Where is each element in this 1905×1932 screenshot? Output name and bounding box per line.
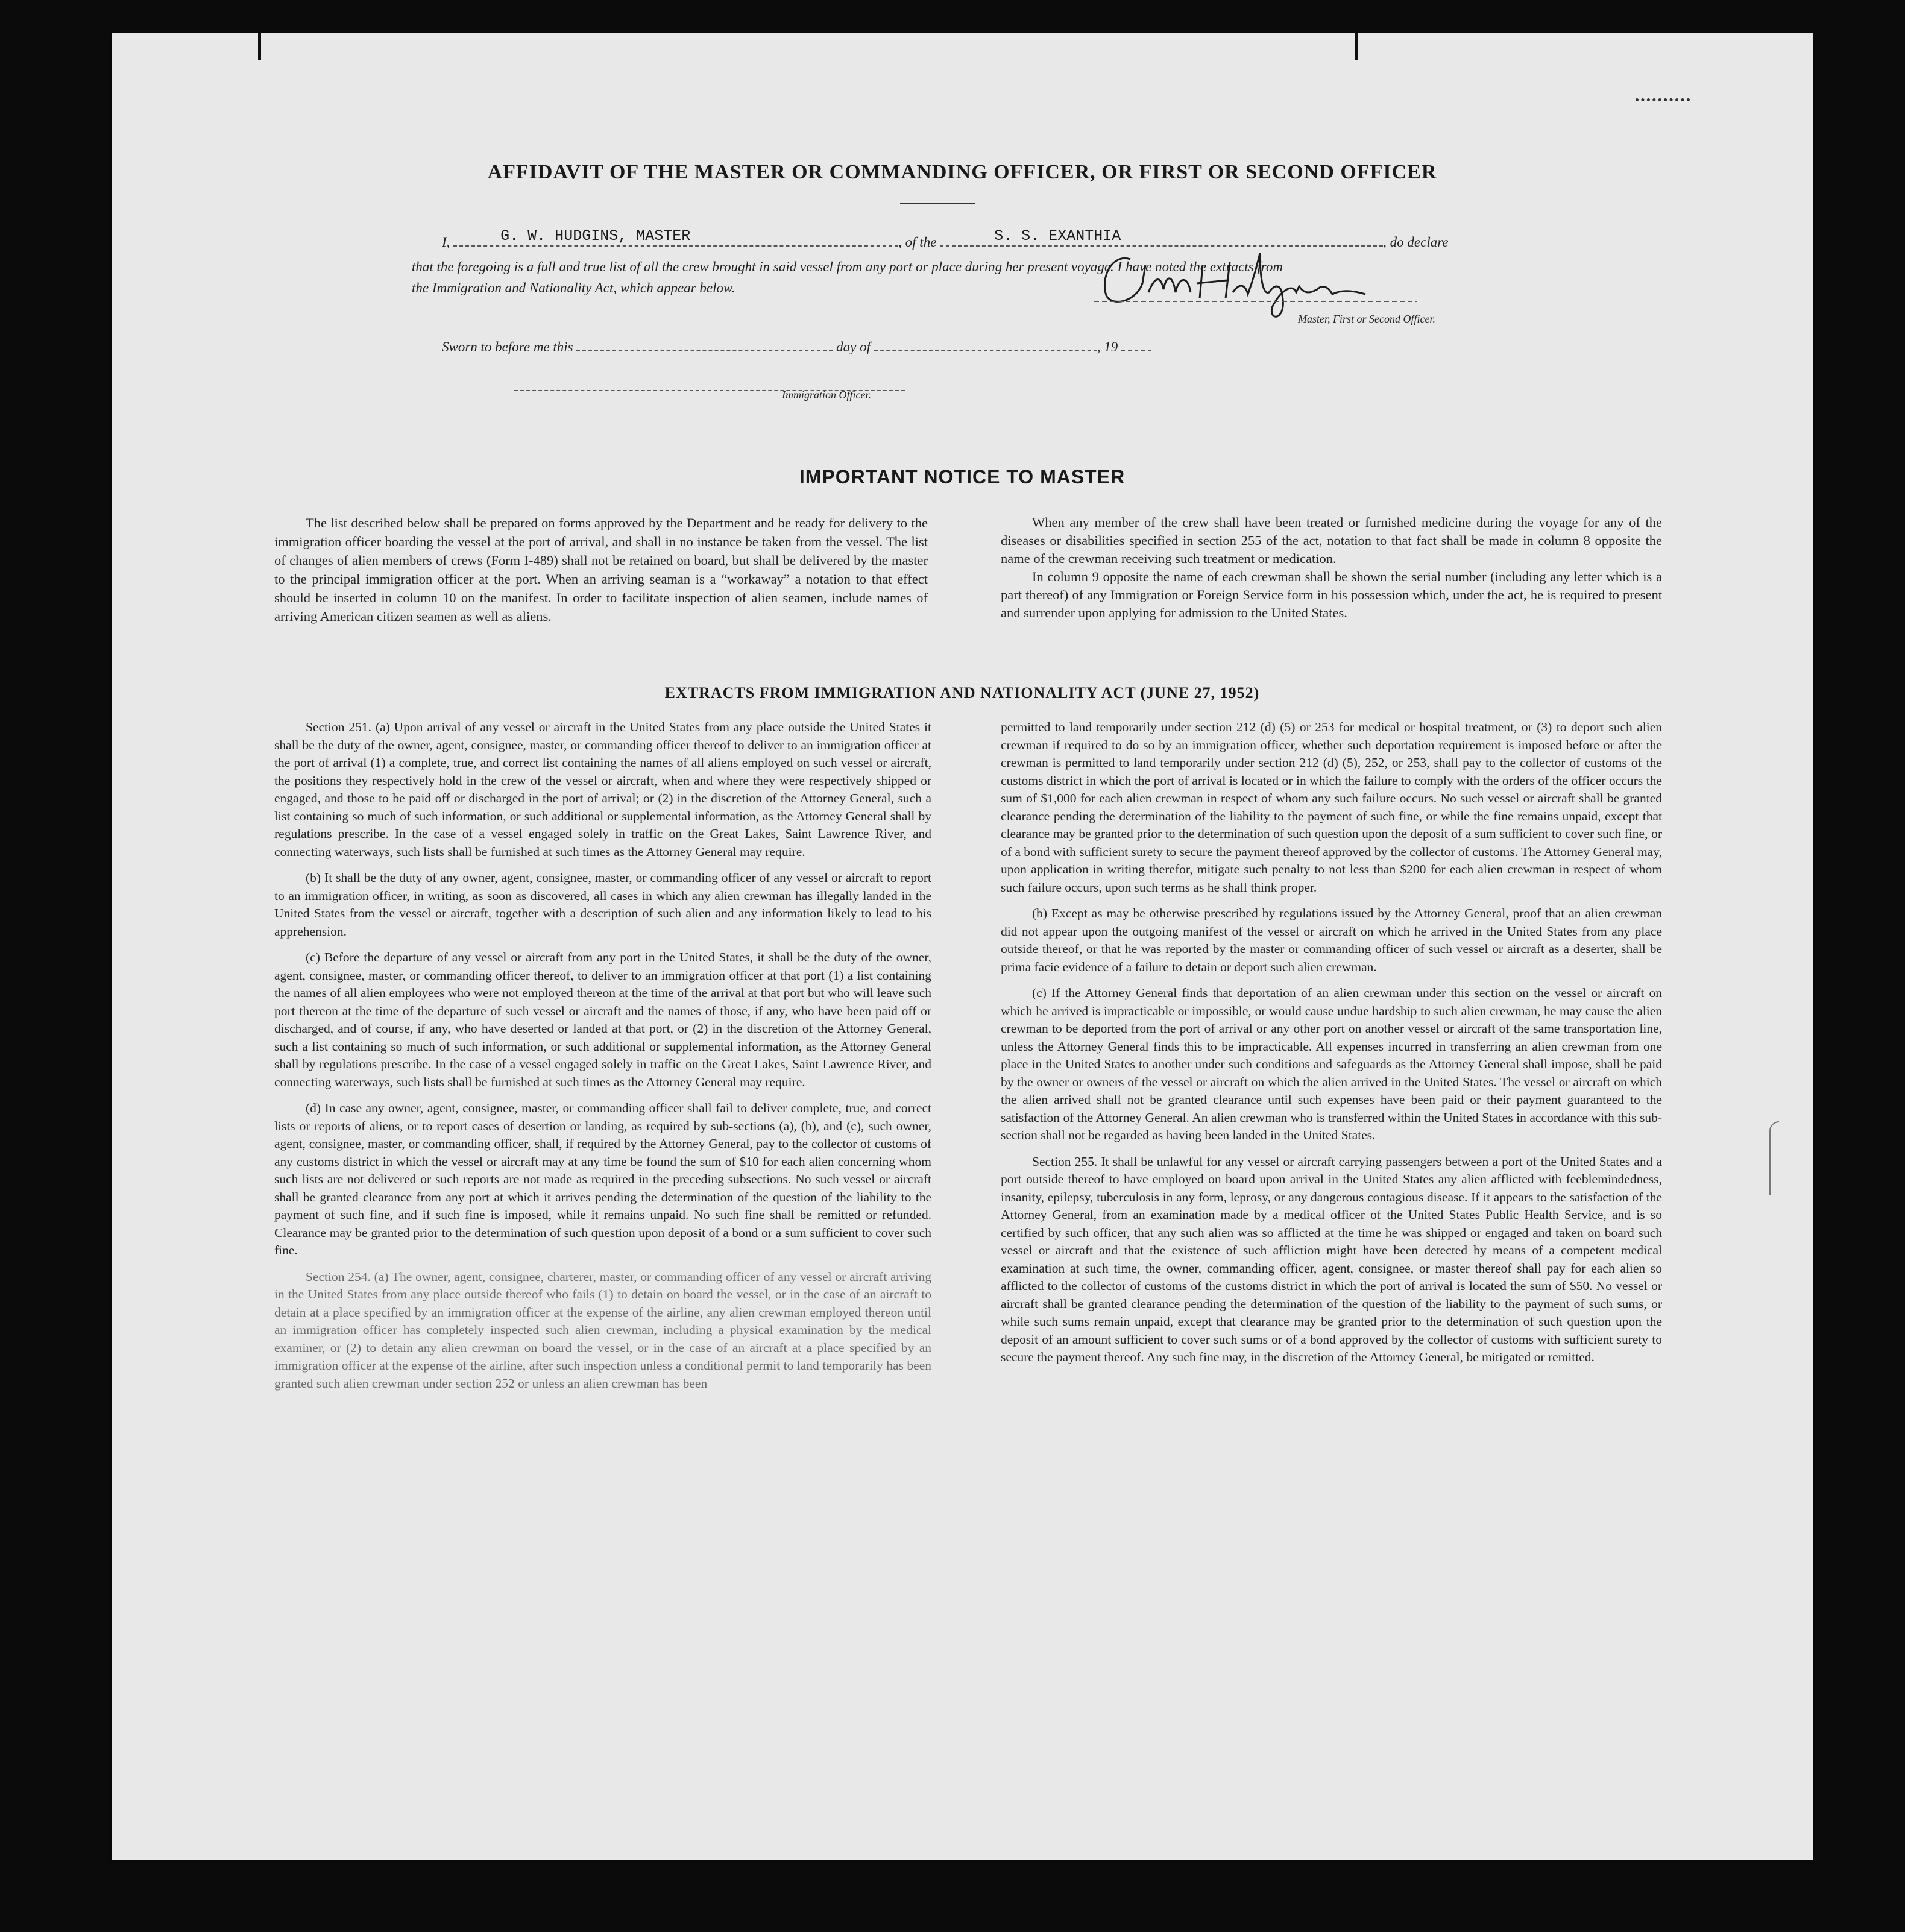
sworn-row [442,337,1151,355]
section-254a-continued: permitted to land temporarily under section 212 (d) (5) or 253 for medical or hospital treatment, or (3) to deport such alien crewman if required to do so by an immigration officer, whether such deportation requirement is imposed before or after the crewman is permitted to land temporarily under section 212 (d) (5), 252, or 253, shall pay to the collector of customs of the customs district in which the port of arrival is located or in which the failure to comply with the orders of the officer occurs the sum of $1,000 for each alien crewman in respect of whom any such failure occurs. No such vessel or aircraft shall be granted clearance pending the determination of the liability to the payment of such fine, or while the fine remains unpaid, except that clearance may be granted prior to the determination of such question upon the deposit of a sum sufficient to cover such fine, or of a bond with sufficient surety to secure the payment thereof approved by the collector of customs. The Attorney General may, upon application in writing therefor, mitigate such penalty to not less than $200 for each alien crewman in respect of whom such failure occurs, upon such terms as he shall think proper. [1001,720,1662,895]
corner-mark [1636,98,1690,106]
section-251d: (d) In case any owner, agent, consignee, master, or commanding officer shall fail to deliver complete, true, and correct lists or reports of aliens, or to report cases of desertion or landing, as required by sub-sections (a), (b), and (c), such owner, agent, consignee, master, or commanding officer, shall, if required by the Attorney General, pay to the collector of customs of any customs district in which the vessel or aircraft may at any time be found the sum of $10 for each alien concerning whom such lists are not delivered or such reports are not made as required in the preceding subsections. No such vessel or aircraft shall be granted clearance from any port at which it arrives pending the determination of the question of the liability to the payment of such fine, and if such fine is imposed, while it remains unpaid. No such fine shall be remitted or refunded. Clearance may be granted prior to the determination of such question upon deposit of a bond or a sum sufficient to cover such fine. [274,1101,931,1257]
section-251c: (c) Before the departure of any vessel or aircraft from any port in the United States, it shall be the duty of the owner, agent, consignee, master, or commanding officer thereof, to deliver to an immigration officer at that port (1) a list containing the names of all alien employees who were not employed thereon at the time of the arrival at that port but who will leave such port thereon at the time of the departure of such vessel or aircraft and the names of those, if any, who have been paid off or discharged, and of course, if any, who have deserted or landed at that port, or (2) in the discretion of the Attorney General, such a list containing so much of such information, or such additional or supplemental information, as the Attorney General shall by regulations prescribe. In the case of a vessel engaged solely in traffic on the Great Lakes, Saint Lawrence River, and connecting waterways, such lists shall be furnished at such times as the Attorney General may require. [274,950,931,1089]
immigration-officer-label: Immigration Officer. [782,389,871,401]
signature-label-master: Master, [1298,313,1333,325]
sworn-day-field [576,337,833,351]
notice-left-column [274,514,928,626]
extracts-title: EXTRACTS FROM IMMIGRATION AND NATIONALITY ACT (JUNE 27, 1952) [664,684,1260,702]
notice-right-paragraph-1: When any member of the crew shall have been treated or furnished medicine during the voyage for any of the diseases or disabilities specified in section 255 of the act, notation to that fact shall be made in column 8 opposite the name of the crewman receiving such treatment or medication. [1001,515,1662,566]
section-254b: (b) Except as may be otherwise prescribed by regulations issued by the Attorney General, proof that an alien crewman did not appear upon the outgoing manifest of the vessel or aircraft on which he arrived in the United States from any place outside thereof, or that he was reported by the master or commanding officer of such vessel or aircraft as a deserter, shall be prima facie evidence of a failure to detain or deport such alien crewman. [1001,906,1662,974]
declaration-line-1: that the foregoing is a full and true list of all the crew brought in said vessel from any port or place during her present voyage. I have noted the extracts from [412,259,1283,274]
section-251a: Section 251. (a) Upon arrival of any vessel or aircraft in the United States from any place outside the United States it shall be the duty of the owner, agent, consignee, master, or commanding officer thereof to deliver to an immigration officer at the port of arrival (1) a complete, true, and correct list containing the names of all aliens employed on such vessel or aircraft, the positions they respectively hold in the crew of the vessel or aircraft, when and where they were respectively shipped or engaged, and those to be paid off or discharged in the port of arrival; or (2) in the discretion of the Attorney General, such a list containing so much of such information, or such additional or supplemental information, as the Attorney General shall by regulations prescribe. In the case of a vessel engaged solely in traffic on the Great Lakes, Saint Lawrence River, and connecting waterways, such lists shall be furnished at such times as the Attorney General may require. [274,720,931,859]
vessel-name-value: S. S. EXANTHIA [994,227,1121,245]
signature-label-end: . [1432,313,1435,325]
affidavit-title: AFFIDAVIT OF THE MASTER OR COMMANDING OFFICER, OR FIRST OR SECOND OFFICER [487,161,1437,183]
of-the-label: , of the [898,234,937,250]
notice-right-paragraph-2: In column 9 opposite the name of each crewman shall be shown the serial number (including any letter which is a part thereof) of any Immigration or Foreign Service form in his possession which, under the act, he is required to present and surrender upon applying for admission to the United States. [1001,569,1662,620]
notice-left-paragraph: The list described below shall be prepared on forms approved by the Department and be ready for delivery to the immigration officer boarding the vessel at the port of arrival, and shall in no instance be taken from the vessel. The list of changes of alien members of crews (Form I-489) shall not be retained on board, but shall be delivered by the master to the principal immigration officer at the port. When an arriving seaman is a “workaway” a notation to that effect should be inserted in column 10 on the manifest. In order to facilitate inspection of alien seamen, include names of arriving American citizen seamen as well as aliens. [274,515,928,624]
sworn-month-field [874,337,1097,351]
section-254a: Section 254. (a) The owner, agent, consignee, charterer, master, or commanding officer of any vessel or aircraft arriving in the United States from any place outside thereof who fails (1) to detain on board the vessel, or in the case of an aircraft to detain at a place specified by an immigration officer at the expense of the airline, any alien crewman employed thereon until an immigration officer has completely inspected such alien crewman, including a physical examination by the medical examiner, or (2) to detain any alien crewman on board the vessel, or in the case of an aircraft at a place specified by an immigration officer at the expense of the airline, after such inspection unless a conditional permit to land temporarily has been granted such alien crewman under section 252 or unless an alien crewman has been [274,1269,931,1391]
sworn-year-field [1121,337,1151,351]
master-name-value: G. W. HUDGINS, MASTER [500,227,691,245]
sworn-label: Sworn to before me this [442,339,573,354]
do-declare-label: , do declare [1383,234,1449,250]
section-255: Section 255. It shall be unlawful for any vessel or aircraft carrying passengers between a port of the United States and a port outside thereof to have employed on board upon arrival in the United States any alien afflicted with feeblemindedness, insanity, epilepsy, tuberculosis in any form, leprosy, or any dangerous contagious disease. If it appears to the satisfaction of the Attorney General, from an examination made by a medical officer of the United States Public Health Service, and is so certified by such officer, that any such alien was so afflicted at the time he was shipped or engaged and taken on board such vessel or aircraft and that the existence of such affliction might have been detected by means of a competent medical examination at such time, the owner, commanding officer, agent, consignee, or master thereof shall pay for each alien so afflicted to the collector of customs of the customs district in which the port of arrival is located the sum of $50. No vessel or aircraft shall be granted clearance pending the determination of the question of the liability to the payment of such sums, or while such sums remain unpaid, except that clearance may be granted prior to the determination of such question upon the deposit of an amount sufficient to cover such sums or of a bond approved by the collector of customs with sufficient surety to secure the payment thereof. Any such fine may, in the discretion of the Attorney General, be mitigated or remitted. [1001,1154,1662,1364]
section-254c: (c) If the Attorney General finds that deportation of an alien crewman under this section on the vessel or aircraft on which he arrived is impracticable or impossible, or would cause undue hardship to such alien crewman, he may cause the alien crewman to be deported from the port of arrival or any other port on another vessel or aircraft of the same transportation line, unless the Attorney General finds this to be impracticable. All expenses incurred in transferring an alien crewman from one place in the United States to another under such conditions and safeguards as the Attorney General shall impose, shall be paid by the owner or owners of the vessel or aircraft on which the alien arrived in the United States. The vessel or aircraft on which the alien arrived shall not be granted clearance until such expenses have been paid or their payment guaranteed to the satisfaction of the Attorney General. An alien crewman who is transferred within the United States in accordance with this sub-section shall not be regarded as having been landed in the United States. [1001,986,1662,1142]
year-label: , 19 [1097,339,1118,354]
notice-right-column [1001,514,1662,622]
day-of-label: day of [836,339,871,354]
staple-mark-right [1355,33,1358,60]
staple-mark-left [258,33,261,60]
signature-label [1298,313,1435,326]
master-name-field [453,227,898,247]
title-rule [900,203,975,204]
section-251b: (b) It shall be the duty of any owner, agent, consignee, master, or commanding officer of any vessel or aircraft to report to an immigration officer, in writing, as soon as discovered, all cases in which any alien crewman has illegally landed in the United States from the vessel or aircraft, together with a description of such alien and any information likely to lead to his apprehension. [274,870,931,939]
document-page [112,33,1813,1860]
extracts-right-column [1001,719,1662,1375]
margin-mark [1769,1121,1779,1195]
extracts-left-column [274,719,931,1401]
signature-label-struck: First or Second Officer [1333,313,1433,325]
declaration-line-2: the Immigration and Nationality Act, which appear below. [412,280,735,295]
notice-title: IMPORTANT NOTICE TO MASTER [799,466,1126,488]
i-label: I, [442,234,450,250]
